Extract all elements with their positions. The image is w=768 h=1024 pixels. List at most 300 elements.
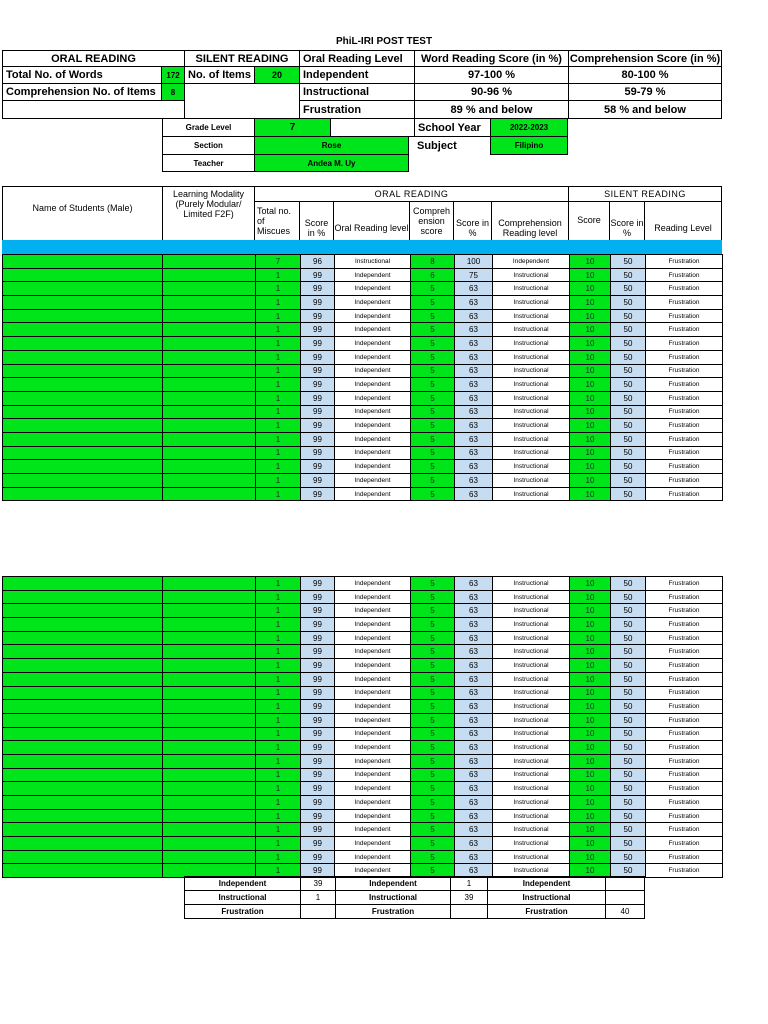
oral-level-cell: Independent (335, 864, 411, 878)
summary-v1-cell: 1 (301, 891, 336, 905)
comp-level-cell: Instructional (493, 631, 570, 645)
learning-modality-cell[interactable] (163, 754, 256, 768)
learning-modality-cell[interactable] (163, 590, 256, 604)
student-name-cell[interactable] (3, 604, 163, 618)
silent-score-cell: 10 (570, 700, 611, 714)
comp-level-cell: Instructional (493, 823, 570, 837)
comp-pct-cell: 63 (455, 350, 493, 364)
learning-modality-cell[interactable] (163, 282, 256, 296)
silent-score-cell: 10 (570, 474, 611, 488)
comp-pct-cell: 63 (455, 796, 493, 810)
oral-level-cell: Independent (335, 700, 411, 714)
comp-pct-cell: 63 (455, 741, 493, 755)
table-row (3, 432, 723, 446)
comp-level-cell: Instructional (493, 419, 570, 433)
table-row (3, 850, 723, 864)
learning-modality-cell[interactable] (163, 686, 256, 700)
score-pct-cell: 99 (301, 796, 335, 810)
comp-level-cell: Instructional (493, 741, 570, 755)
comp-pct-cell: 63 (455, 686, 493, 700)
silent-score-cell: 10 (570, 255, 611, 269)
silent-score-cell: 10 (570, 309, 611, 323)
silent-score-cell: 10 (570, 713, 611, 727)
miscues-cell: 1 (256, 282, 301, 296)
oral-reading-level-header: Oral Reading Level (299, 50, 415, 67)
comp-pct-cell: 63 (455, 768, 493, 782)
silent-level-cell: Frustration (646, 419, 723, 433)
comp-level-cell: Instructional (493, 700, 570, 714)
miscues-cell: 1 (256, 686, 301, 700)
silent-score-cell: 10 (570, 741, 611, 755)
oral-level-header: Oral Reading level (333, 201, 410, 241)
silent-level-cell: Frustration (646, 378, 723, 392)
table-row (3, 823, 723, 837)
silent-level-cell: Frustration (646, 309, 723, 323)
header-separator-bar (2, 240, 722, 254)
silent-pct-cell: 50 (611, 809, 646, 823)
student-name-cell[interactable] (3, 364, 163, 378)
table-row (3, 727, 723, 741)
comp-pct-cell: 63 (455, 296, 493, 310)
miscues-cell: 1 (256, 782, 301, 796)
comp-pct-cell: 63 (455, 590, 493, 604)
comp-level-cell: Instructional (493, 474, 570, 488)
comp-level-cell: Instructional (493, 296, 570, 310)
silent-level-cell: Frustration (646, 460, 723, 474)
silent-pct-cell: 50 (611, 487, 646, 501)
student-name-cell[interactable] (3, 350, 163, 364)
comp-level-cell: Instructional (493, 268, 570, 282)
table-row (3, 577, 723, 591)
silent-score-cell: 10 (570, 850, 611, 864)
comp-score-cell: 5 (411, 782, 455, 796)
score-pct-cell: 99 (301, 350, 335, 364)
student-name-cell[interactable] (3, 487, 163, 501)
section-label: Section (162, 136, 255, 155)
miscues-cell: 1 (256, 604, 301, 618)
student-name-cell[interactable] (3, 446, 163, 460)
comp-pct-cell: 63 (455, 323, 493, 337)
silent-score-cell: 10 (570, 460, 611, 474)
comp-level-cell: Instructional (493, 686, 570, 700)
oral-level-cell: Independent (335, 378, 411, 392)
comp-pct-cell: 63 (455, 700, 493, 714)
comp-level-cell: Instructional (493, 460, 570, 474)
comp-pct-cell: 63 (455, 631, 493, 645)
grade-level-label: Grade Level (162, 118, 255, 137)
miscues-cell: 1 (256, 309, 301, 323)
silent-level-cell: Frustration (646, 768, 723, 782)
silent-score-cell: 10 (570, 631, 611, 645)
learning-modality-cell[interactable] (163, 809, 256, 823)
silent-pct-cell: 50 (611, 741, 646, 755)
learning-modality-cell[interactable] (163, 460, 256, 474)
silent-score-cell: 10 (570, 432, 611, 446)
silent-level-cell: Frustration (646, 323, 723, 337)
comp-level-cell: Independent (493, 255, 570, 269)
total-words-value[interactable]: 172 (161, 66, 185, 84)
silent-score-cell: 10 (570, 590, 611, 604)
score-pct-cell: 99 (301, 768, 335, 782)
learning-modality-cell[interactable] (163, 337, 256, 351)
page-title: PhiL-IRI POST TEST (335, 36, 433, 47)
oral-level-cell: Independent (335, 713, 411, 727)
student-name-cell[interactable] (3, 282, 163, 296)
silent-pct-cell: 50 (611, 323, 646, 337)
summary-v1-cell (301, 905, 336, 919)
silent-pct-cell: 50 (611, 577, 646, 591)
student-name-cell[interactable] (3, 796, 163, 810)
silent-pct-cell: 50 (611, 700, 646, 714)
silent-score-cell: 10 (570, 487, 611, 501)
learning-modality-cell[interactable] (163, 350, 256, 364)
oral-level-cell: Independent (335, 645, 411, 659)
learning-modality-cell[interactable] (163, 405, 256, 419)
oral-level-cell: Independent (335, 446, 411, 460)
score-pct-cell: 99 (301, 754, 335, 768)
table-row (3, 768, 723, 782)
table-row (3, 604, 723, 618)
learning-modality-text: Learning Modality (Purely Modular/ Limited F2F) (172, 189, 245, 219)
score-pct-cell: 99 (301, 577, 335, 591)
silent-level-cell: Frustration (646, 809, 723, 823)
comp-pct-cell: 63 (455, 460, 493, 474)
comp-score-cell: 5 (411, 659, 455, 673)
teacher-value[interactable]: Andea M. Uy (254, 154, 409, 172)
school-year-label: School Year (414, 118, 491, 137)
student-name-cell[interactable] (3, 391, 163, 405)
oral-level-cell: Independent (335, 391, 411, 405)
student-name-cell[interactable] (3, 754, 163, 768)
learning-modality-cell[interactable] (163, 432, 256, 446)
score-pct-cell: 99 (301, 309, 335, 323)
comp-level-cell: Instructional (493, 604, 570, 618)
comp-items-value[interactable]: 8 (161, 83, 185, 101)
miscues-cell: 1 (256, 432, 301, 446)
score-pct-cell: 99 (301, 337, 335, 351)
learning-modality-cell[interactable] (163, 255, 256, 269)
learning-modality-cell[interactable] (163, 741, 256, 755)
summary-v3-cell (606, 877, 645, 891)
score-pct-cell: 99 (301, 837, 335, 851)
score-pct-cell: 99 (301, 590, 335, 604)
silent-score-cell: 10 (570, 645, 611, 659)
no-items-label: No. of Items (184, 66, 255, 84)
silent-pct-cell: 50 (611, 782, 646, 796)
learning-modality-cell[interactable] (163, 268, 256, 282)
student-name-cell[interactable] (3, 631, 163, 645)
subject-label: Subject (417, 139, 457, 152)
table-row (3, 590, 723, 604)
student-name-cell[interactable] (3, 432, 163, 446)
silent-pct-cell: 50 (611, 823, 646, 837)
silent-pct-cell: 50 (611, 446, 646, 460)
student-name-cell[interactable] (3, 809, 163, 823)
learning-modality-cell[interactable] (163, 364, 256, 378)
oral-level-cell: Independent (335, 659, 411, 673)
comp-score-cell: 5 (411, 590, 455, 604)
student-name-cell[interactable] (3, 727, 163, 741)
student-name-cell[interactable] (3, 474, 163, 488)
learning-modality-cell[interactable] (163, 837, 256, 851)
score-pct-cell: 99 (301, 645, 335, 659)
comp-level-cell: Instructional (493, 713, 570, 727)
silent-pct-cell: 50 (611, 405, 646, 419)
silent-pct-cell: 50 (611, 296, 646, 310)
level-independent-word: 97-100 % (414, 66, 569, 84)
score-pct-cell: 99 (301, 378, 335, 392)
comp-pct-cell: 63 (455, 405, 493, 419)
section-value[interactable]: Rose (254, 136, 409, 155)
comp-level-cell: Instructional (493, 796, 570, 810)
silent-score-cell: 10 (570, 618, 611, 632)
comp-level-cell: Instructional (493, 487, 570, 501)
blank-cell (2, 100, 185, 119)
oral-level-cell: Independent (335, 754, 411, 768)
silent-pct-cell: 50 (611, 419, 646, 433)
silent-score-cell: 10 (570, 837, 611, 851)
score-pct-cell: 99 (301, 282, 335, 296)
student-name-cell[interactable] (3, 768, 163, 782)
score-pct-cell: 99 (301, 487, 335, 501)
learning-modality-cell[interactable] (163, 618, 256, 632)
miscues-cell: 1 (256, 364, 301, 378)
silent-pct-cell: 50 (611, 590, 646, 604)
learning-modality-cell[interactable] (163, 296, 256, 310)
student-name-cell[interactable] (3, 823, 163, 837)
comp-level-cell: Instructional (493, 727, 570, 741)
learning-modality-cell[interactable] (163, 796, 256, 810)
comp-score-cell: 5 (411, 487, 455, 501)
student-name-cell[interactable] (3, 590, 163, 604)
silent-score-cell: 10 (570, 809, 611, 823)
table-row (3, 487, 723, 501)
miscues-cell: 1 (256, 768, 301, 782)
student-name-cell[interactable] (3, 405, 163, 419)
learning-modality-cell[interactable] (163, 577, 256, 591)
table-row (3, 631, 723, 645)
learning-modality-cell[interactable] (163, 768, 256, 782)
student-name-cell[interactable] (3, 864, 163, 878)
learning-modality-cell[interactable] (163, 309, 256, 323)
score-pct-cell: 99 (301, 864, 335, 878)
table-row (3, 672, 723, 686)
score-pct-cell: 99 (301, 474, 335, 488)
comp-pct-cell: 63 (455, 809, 493, 823)
silent-level-cell: Frustration (646, 364, 723, 378)
oral-level-cell: Independent (335, 487, 411, 501)
comp-score-cell: 8 (411, 255, 455, 269)
silent-score-cell: 10 (570, 364, 611, 378)
student-name-cell[interactable] (3, 782, 163, 796)
silent-level-cell: Frustration (646, 754, 723, 768)
student-name-cell[interactable] (3, 323, 163, 337)
silent-level-cell: Frustration (646, 823, 723, 837)
oral-level-cell: Independent (335, 309, 411, 323)
word-reading-score-header: Word Reading Score (in %) (414, 50, 569, 67)
silent-pct-cell: 50 (611, 255, 646, 269)
table-row (3, 474, 723, 488)
silent-score-cell: 10 (570, 672, 611, 686)
student-name-cell[interactable] (3, 700, 163, 714)
comp-level-cell: Instructional (493, 768, 570, 782)
student-name-cell[interactable] (3, 255, 163, 269)
comp-pct-cell: 63 (455, 474, 493, 488)
learning-modality-cell[interactable] (163, 700, 256, 714)
oral-level-cell: Independent (335, 405, 411, 419)
miscues-cell: 1 (256, 590, 301, 604)
miscues-cell: 1 (256, 487, 301, 501)
learning-modality-header (162, 186, 255, 241)
student-name-cell[interactable] (3, 741, 163, 755)
comp-score-cell: 5 (411, 474, 455, 488)
level-instructional-label: Instructional (299, 83, 415, 101)
summary-row (185, 905, 645, 919)
comp-pct-cell: 63 (455, 837, 493, 851)
student-name-cell[interactable] (3, 850, 163, 864)
comp-score-cell: 5 (411, 713, 455, 727)
table-row (3, 282, 723, 296)
grade-level-value[interactable]: 7 (254, 118, 331, 137)
comp-score-cell: 5 (411, 577, 455, 591)
student-name-cell[interactable] (3, 460, 163, 474)
learning-modality-cell[interactable] (163, 323, 256, 337)
learning-modality-cell[interactable] (163, 782, 256, 796)
learning-modality-cell[interactable] (163, 659, 256, 673)
comp-score-cell: 5 (411, 741, 455, 755)
score-pct-cell: 99 (301, 419, 335, 433)
silent-pct-cell: 50 (611, 618, 646, 632)
miscues-cell: 1 (256, 700, 301, 714)
silent-pct-cell: 50 (611, 713, 646, 727)
learning-modality-cell[interactable] (163, 487, 256, 501)
score-pct-cell: 99 (301, 809, 335, 823)
comp-items-label: Comprehension No. of Items (2, 83, 162, 101)
oral-level-cell: Independent (335, 686, 411, 700)
oral-level-cell: Independent (335, 323, 411, 337)
learning-modality-cell[interactable] (163, 672, 256, 686)
silent-score-cell: 10 (570, 864, 611, 878)
comp-level-cell: Instructional (493, 618, 570, 632)
student-name-cell[interactable] (3, 659, 163, 673)
silent-level-cell: Frustration (646, 405, 723, 419)
comp-pct-cell: 63 (455, 364, 493, 378)
silent-level-cell: Frustration (646, 659, 723, 673)
student-name-cell[interactable] (3, 378, 163, 392)
comp-pct-cell: 63 (455, 850, 493, 864)
learning-modality-cell[interactable] (163, 850, 256, 864)
learning-modality-cell[interactable] (163, 604, 256, 618)
school-year-value[interactable]: 2022-2023 (490, 118, 568, 137)
comp-pct-cell: 75 (455, 268, 493, 282)
oral-level-cell: Independent (335, 768, 411, 782)
comp-score-cell: 5 (411, 309, 455, 323)
miscues-cell: 1 (256, 378, 301, 392)
silent-score-cell: 10 (570, 796, 611, 810)
grade-blank-cell (330, 118, 415, 137)
summary-label2-cell: Independent (336, 877, 451, 891)
silent-pct-cell: 50 (611, 864, 646, 878)
oral-level-cell: Independent (335, 727, 411, 741)
summary-label1-cell: Independent (185, 877, 301, 891)
oral-level-cell: Independent (335, 809, 411, 823)
student-name-cell[interactable] (3, 672, 163, 686)
student-name-cell[interactable] (3, 309, 163, 323)
comp-pct-cell: 63 (455, 282, 493, 296)
score-pct-cell: 99 (301, 446, 335, 460)
student-name-cell[interactable] (3, 268, 163, 282)
student-name-cell[interactable] (3, 686, 163, 700)
comp-score-cell: 5 (411, 604, 455, 618)
student-name-cell[interactable] (3, 296, 163, 310)
silent-level-cell: Frustration (646, 672, 723, 686)
student-name-cell[interactable] (3, 713, 163, 727)
comp-score-cell: 5 (411, 282, 455, 296)
learning-modality-cell[interactable] (163, 727, 256, 741)
comp-level-cell: Instructional (493, 446, 570, 460)
silent-pct-cell: 50 (611, 474, 646, 488)
learning-modality-cell[interactable] (163, 713, 256, 727)
student-name-cell[interactable] (3, 577, 163, 591)
table-row (3, 713, 723, 727)
student-name-cell[interactable] (3, 337, 163, 351)
comp-pct-cell: 100 (455, 255, 493, 269)
comp-pct-cell: 63 (455, 378, 493, 392)
comp-level-cell: Instructional (493, 659, 570, 673)
oral-level-cell: Independent (335, 296, 411, 310)
silent-score-header: Score (568, 201, 610, 241)
learning-modality-cell[interactable] (163, 823, 256, 837)
comp-level-cell: Instructional (493, 364, 570, 378)
score-pct-cell: 99 (301, 604, 335, 618)
comp-pct-cell: 63 (455, 823, 493, 837)
student-name-cell[interactable] (3, 618, 163, 632)
learning-modality-cell[interactable] (163, 419, 256, 433)
learning-modality-cell[interactable] (163, 391, 256, 405)
comp-level-cell: Instructional (493, 350, 570, 364)
table-row (3, 419, 723, 433)
table-row (3, 378, 723, 392)
student-name-cell[interactable] (3, 837, 163, 851)
oral-level-cell: Independent (335, 432, 411, 446)
learning-modality-cell[interactable] (163, 446, 256, 460)
student-name-cell[interactable] (3, 645, 163, 659)
learning-modality-cell[interactable] (163, 474, 256, 488)
summary-label3-cell: Instructional (488, 891, 606, 905)
silent-score-cell: 10 (570, 323, 611, 337)
score-pct-cell: 99 (301, 823, 335, 837)
silent-level-cell: Frustration (646, 700, 723, 714)
learning-modality-cell[interactable] (163, 631, 256, 645)
score-pct-cell: 99 (301, 460, 335, 474)
learning-modality-cell[interactable] (163, 378, 256, 392)
comp-level-cell: Instructional (493, 323, 570, 337)
comp-score-cell: 5 (411, 837, 455, 851)
silent-pct-cell: 50 (611, 268, 646, 282)
comp-score-cell: 5 (411, 823, 455, 837)
student-name-cell[interactable] (3, 419, 163, 433)
comp-pct-cell: 63 (455, 604, 493, 618)
no-items-value[interactable]: 20 (254, 66, 300, 84)
learning-modality-cell[interactable] (163, 645, 256, 659)
table-row (3, 837, 723, 851)
subject-value[interactable]: Filipino (490, 136, 568, 155)
silent-level-cell: Frustration (646, 837, 723, 851)
summary-label3-cell: Frustration (488, 905, 606, 919)
summary-v1-cell: 39 (301, 877, 336, 891)
oral-level-cell: Independent (335, 741, 411, 755)
silent-pct-cell: 50 (611, 850, 646, 864)
